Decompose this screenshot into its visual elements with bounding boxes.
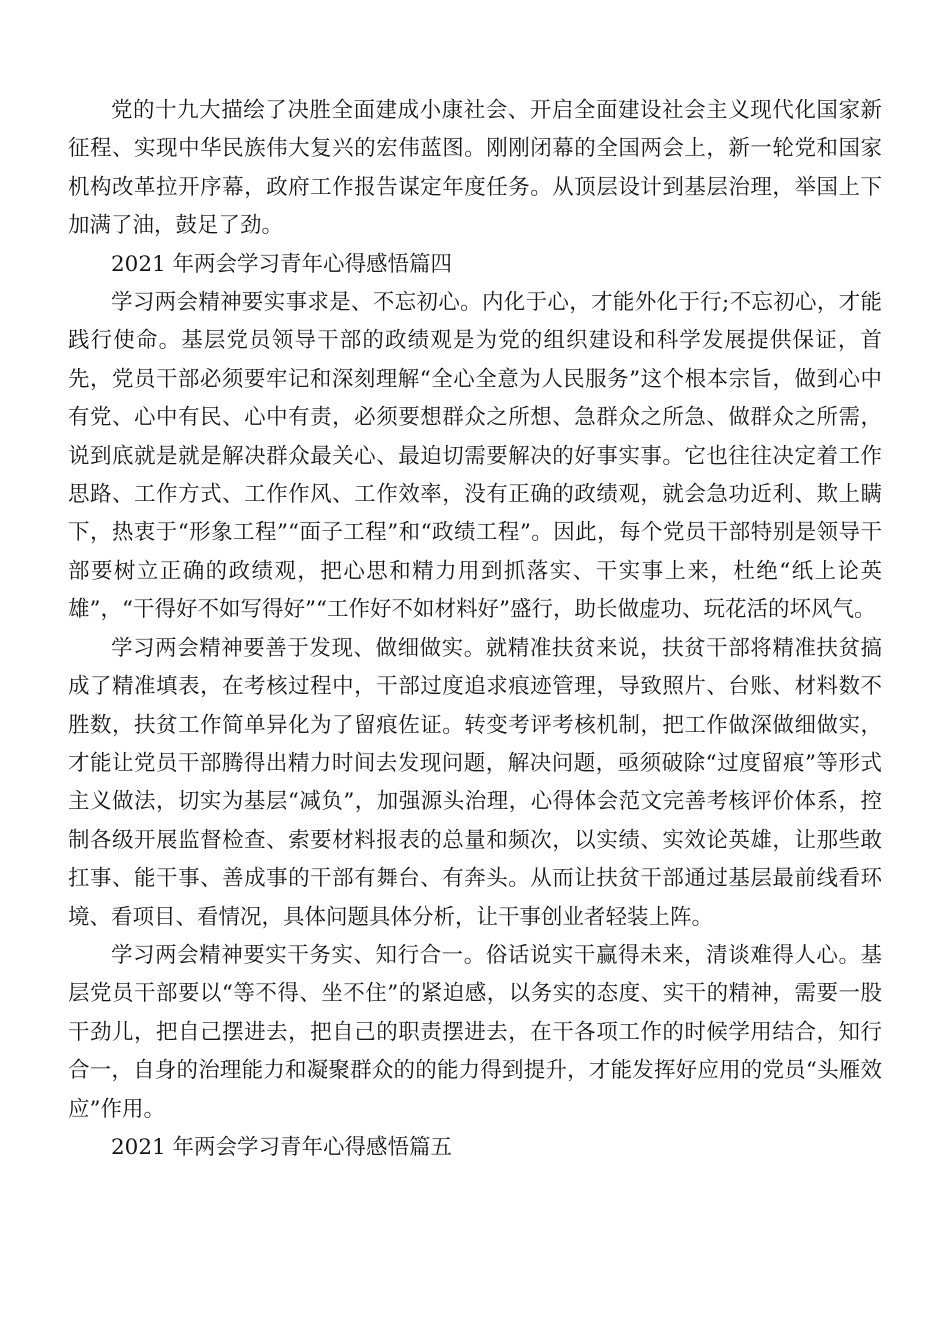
paragraph-discover-problems: 学习两会精神要善于发现、做细做实。就精准扶贫来说，扶贫干部将精准扶贫搞成了精准填表，在考核过程中，干部过度追求痕迹管理，导致照片、台账、材料数不胜数，扶贫工作简单异化为了留痕佐证。转变考评考核机制，把工作做深做细做实，才能让党员干部腾得出精力时间去发现问题，解决问题，亟须破除“过度留痕”等形式主义做法，切实为基层“减负”，加强源头治理，心得体会范文完善考核评价体系，控制各级开展监督检查、索要材料报表的总量和频次，以实绩、实效论英雄，让那些敢扛事、能干事、善成事的干部有舞台、有奔头。从而让扶贫干部通过基层最前线看环境、看项目、看情况，具体问题具体分析，让干事创业者轻装上阵。: [68, 635, 882, 930]
document-body: [68, 92, 882, 1167]
paragraph-seek-truth: 学习两会精神要实事求是、不忘初心。内化于心，才能外化于行;不忘初心，才能践行使命。基层党员领导干部的政绩观是为党的组织建设和科学发展提供保证，首先，党员干部必须要牢记和深刻理解“全心全意为人民服务”这个根本宗旨，做到心中有党、心中有民、心中有责，必须要想群众之所想、急群众之所急、做群众之所需，说到底就是就是解决群众最关心、最迫切需要解决的好事实事。它也往往决定着工作思路、工作方式、工作作风、工作效率，没有正确的政绩观，就会急功近利、欺上瞒下，热衷于“形象工程”“面子工程”和“政绩工程”。因此，每个党员干部特别是领导干部要树立正确的政绩观，把心思和精力用到抓落实、干实事上来，杜绝“纸上论英雄”，“干得好不如写得好”“工作好不如材料好”盛行，助长做虚功、玩花活的坏风气。: [68, 290, 882, 623]
paragraph-intro: 党的十九大描绘了决胜全面建成小康社会、开启全面建设社会主义现代化国家新征程、实现中华民族伟大复兴的宏伟蓝图。刚刚闭幕的全国两会上，新一轮党和国家机构改革拉开序幕，政府工作报告谋定年度任务。从顶层设计到基层治理，举国上下加满了油，鼓足了劲。: [68, 98, 882, 239]
section-heading-part-four: 2021 年两会学习青年心得感悟篇四: [111, 251, 453, 277]
section-heading-part-five: 2021 年两会学习青年心得感悟篇五: [111, 1134, 453, 1160]
paragraph-practical-action: 学习两会精神要实干务实、知行合一。俗话说实干赢得未来，清谈难得人心。基层党员干部要以“等不得、坐不住”的紧迫感，以务实的态度、实干的精神，需要一股干劲儿，把自己摆进去，把自己的职责摆进去，在干各项工作的时候学用结合，知行合一，自身的治理能力和凝聚群众的的能力得到提升，才能发挥好应用的党员“头雁效应”作用。: [68, 942, 882, 1122]
